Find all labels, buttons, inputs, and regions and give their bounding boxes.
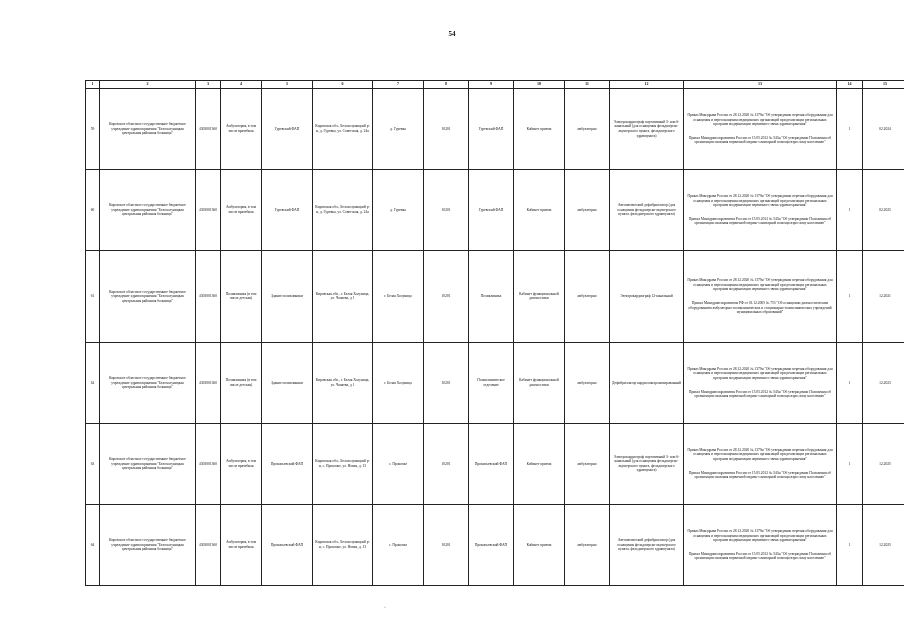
- care-condition: амбулаторно: [565, 170, 610, 251]
- settlement: д. Гуревка: [373, 89, 424, 170]
- row-number: 62: [86, 342, 100, 423]
- care-condition: амбулаторно: [565, 251, 610, 343]
- facility-type: Амбулатория, в том числе врачебная: [221, 170, 262, 251]
- equipment-name: Электрокардиограф портативный 3- или 6-канальный (для оснащения фельдшерско-акушерского пункта, фельдшерского здравпункта): [610, 423, 684, 504]
- quantity: 1: [837, 342, 863, 423]
- row-number: 61: [86, 251, 100, 343]
- column-header: 5: [262, 81, 313, 89]
- column-header: 14: [837, 81, 863, 89]
- column-header: 2: [100, 81, 196, 89]
- code: 10201: [424, 170, 469, 251]
- table-row: [86, 251, 904, 343]
- care-condition: амбулаторно: [565, 504, 610, 585]
- quantity: 1: [837, 423, 863, 504]
- row-number: 59: [86, 89, 100, 170]
- regulation-text: Приказ Минздравсоцразвития России от 15.05.2012 № 543н "Об утверждении Положения об организации оказания первичной медико-санитарной помощи взрослому населению": [688, 551, 832, 561]
- building-name: Здание поликлиники: [262, 251, 313, 343]
- column-header: 1: [86, 81, 100, 89]
- inn-code: 4303001360: [196, 342, 221, 423]
- quantity: 1: [837, 251, 863, 343]
- facility-type: Поликлиника (в том числе детская): [221, 342, 262, 423]
- column-header: 9: [469, 81, 514, 89]
- facility-type: Амбулатория, в том числе врачебная: [221, 89, 262, 170]
- settlement: с. Прокопье: [373, 423, 424, 504]
- regulation-text: Приказ Минздрава России от 28.12.2020 № 1379н "Об утверждении перечня оборудования для оснащения и переоснащения медицинских организаций при реализации региональных программ модернизации первичного звена здравоохранения": [687, 113, 833, 127]
- organization-name: Кировское областное государственное бюджетное учреждение здравоохранения "Белохолуницкая центральная районная больница": [100, 342, 196, 423]
- settlement: г. Белая Холуница: [373, 251, 424, 343]
- equipment-name: Электрокардиограф портативный 3- или 6-канальный (для оснащения фельдшерско-акушерского пункта, фельдшерского здравпункта): [610, 89, 684, 170]
- regulation-text: Приказ Минздравсоцразвития России от 15.05.2012 № 543н "Об утверждении Положения об организации оказания первичной медико-санитарной помощи взрослому населению": [688, 389, 832, 399]
- department: Поликлиническое отделение: [469, 342, 514, 423]
- department: Прокопьевский ФАП: [469, 423, 514, 504]
- organization-name: Кировское областное государственное бюджетное учреждение здравоохранения "Белохолуницкая центральная районная больница": [100, 423, 196, 504]
- regulation-text: Приказ Минздрава России от 28.12.2020 № 1379н "Об утверждении перечня оборудования для оснащения и переоснащения медицинских организаций при реализации региональных программ модернизации первичного звена здравоохранения": [687, 528, 833, 543]
- code: 10201: [424, 89, 469, 170]
- cabinet: Кабинет приема: [514, 504, 565, 585]
- column-header: 4: [221, 81, 262, 89]
- department: Гуревский ФАП: [469, 170, 514, 251]
- department: Прокопьевский ФАП: [469, 504, 514, 585]
- address: Кировская обл., г. Белая Холуница, ул. Чапаева, д 1: [313, 251, 373, 343]
- regulation-text: Приказ Минздравсоцразвития России от 15.05.2012 № 543н "Об утверждении Положения об организации оказания первичной медико-санитарной помощи взрослому населению": [688, 135, 832, 145]
- inn-code: 4303001360: [196, 89, 221, 170]
- column-header: 6: [313, 81, 373, 89]
- building-name: Гуревский ФАП: [262, 170, 313, 251]
- equipment-name: Электрокардиограф 12-канальный: [610, 251, 684, 343]
- date: 12.2025: [863, 504, 904, 585]
- care-condition: амбулаторно: [565, 423, 610, 504]
- building-name: Гуревский ФАП: [262, 89, 313, 170]
- address: Кировская обл., Белохолуницкий р-н, с. Прокопье, ул. Новая, д. 13: [313, 504, 373, 585]
- footer-mark: ·: [384, 605, 386, 611]
- settlement: д. Гуревка: [373, 170, 424, 251]
- settlement: г. Белая Холуница: [373, 342, 424, 423]
- cabinet: Кабинет функциональной диагностики: [514, 251, 565, 343]
- row-number: 63: [86, 423, 100, 504]
- header-row: [86, 81, 904, 89]
- building-name: Прокопьевский ФАП: [262, 504, 313, 585]
- page-number: 54: [448, 30, 456, 38]
- inn-code: 4303001360: [196, 251, 221, 343]
- row-number: 60: [86, 170, 100, 251]
- address: Кировская обл., Белохолуницкий р-н, д. Гуревка, ул. Советская, д. 24а: [313, 170, 373, 251]
- regulation-text: Приказ Минздрава России от 28.12.2020 № 1379н "Об утверждении перечня оборудования для оснащения и переоснащения медицинских организаций при реализации региональных программ модернизации первичного звена здравоохранения": [687, 366, 833, 381]
- column-header: 15: [863, 81, 904, 89]
- building-name: Здание поликлиники: [262, 342, 313, 423]
- organization-name: Кировское областное государственное бюджетное учреждение здравоохранения "Белохолуницкая центральная районная больница": [100, 170, 196, 251]
- care-condition: амбулаторно: [565, 89, 610, 170]
- inn-code: 4303001360: [196, 423, 221, 504]
- organization-name: Кировское областное государственное бюджетное учреждение здравоохранения "Белохолуницкая центральная районная больница": [100, 251, 196, 343]
- column-header: 7: [373, 81, 424, 89]
- table-row: [86, 170, 904, 251]
- department: Гуревский ФАП: [469, 89, 514, 170]
- regulation-text: Приказ Минздравсоцразвития России от 15.05.2012 № 543н "Об утверждении Положения об организации оказания первичной медико-санитарной помощи взрослому населению": [688, 470, 832, 480]
- regulation-text: Приказ Минздравсоцразвития России от 15.05.2012 № 543н "Об утверждении Положения об организации оказания первичной медико-санитарной помощи взрослому населению": [688, 216, 832, 226]
- quantity: 1: [837, 504, 863, 585]
- date: 12.2021: [863, 251, 904, 343]
- cabinet: Кабинет функциональной диагностики: [514, 342, 565, 423]
- table-row: [86, 89, 904, 170]
- code: 10201: [424, 251, 469, 343]
- date: 02.2025: [863, 170, 904, 251]
- table-row: [86, 342, 904, 423]
- regulation-cell: [684, 342, 837, 423]
- settlement: с. Прокопье: [373, 504, 424, 585]
- facility-type: Поликлиника (в том числе детская): [221, 251, 262, 343]
- code: 10201: [424, 504, 469, 585]
- column-header: 8: [424, 81, 469, 89]
- column-header: 12: [610, 81, 684, 89]
- inn-code: 4303001360: [196, 170, 221, 251]
- department: Поликлиника: [469, 251, 514, 343]
- facility-type: Амбулатория, в том числе врачебная: [221, 423, 262, 504]
- address: Кировская обл., Белохолуницкий р-н, д. Гуревка, ул. Советская, д. 24а: [313, 89, 373, 170]
- row-number: 64: [86, 504, 100, 585]
- column-header: 3: [196, 81, 221, 89]
- code: 10201: [424, 423, 469, 504]
- regulation-text: Приказ Минздрава России от 28.12.2020 № 1379н "Об утверждении перечня оборудования для оснащения и переоснащения медицинских организаций при реализации региональных программ модернизации первичного звена здравоохранения": [687, 447, 833, 462]
- column-header: 10: [514, 81, 565, 89]
- column-header: 11: [565, 81, 610, 89]
- quantity: 1: [837, 170, 863, 251]
- cabinet: Кабинет приема: [514, 423, 565, 504]
- equipment-name: Автоматический дефибриллятор (для оснащения фельдшерско-акушерского пункта, фельдшерского здравпункта): [610, 170, 684, 251]
- regulation-text: Приказ Минздрава России от 28.12.2020 № 1379н "Об утверждении перечня оборудования для оснащения и переоснащения медицинских организаций при реализации региональных программ модернизации первичного звена здравоохранения": [687, 194, 833, 208]
- date: 12.2023: [863, 342, 904, 423]
- regulation-cell: [684, 504, 837, 585]
- regulation-cell: [684, 423, 837, 504]
- organization-name: Кировское областное государственное бюджетное учреждение здравоохранения "Белохолуницкая центральная районная больница": [100, 504, 196, 585]
- organization-name: Кировское областное государственное бюджетное учреждение здравоохранения "Белохолуницкая центральная районная больница": [100, 89, 196, 170]
- table-row: [86, 504, 904, 585]
- address: Кировская обл., Белохолуницкий р-н, с. Прокопье, ул. Новая, д. 13: [313, 423, 373, 504]
- building-name: Прокопьевский ФАП: [262, 423, 313, 504]
- date: 02.2024: [863, 89, 904, 170]
- equipment-name: Дефибриллятор кардиосинхронизированный: [610, 342, 684, 423]
- equipment-table: [85, 80, 904, 586]
- quantity: 1: [837, 89, 863, 170]
- column-header: 13: [684, 81, 837, 89]
- equipment-name: Автоматический дефибриллятор (для оснащения фельдшерско-акушерского пункта, фельдшерского здравпункта): [610, 504, 684, 585]
- code: 10201: [424, 342, 469, 423]
- care-condition: амбулаторно: [565, 342, 610, 423]
- table-row: [86, 423, 904, 504]
- regulation-text: Приказ Минздрава России от 28.12.2020 № 1379н "Об утверждении перечня оборудования для оснащения и переоснащения медицинских организаций при реализации региональных программ модернизации первичного звена здравоохранения": [687, 278, 833, 292]
- regulation-text: Приказ Минздравсоцразвития РФ от 01.12.2005 № 753 "Об оснащении диагностическим оборудованием амбулаторно-поликлинических и стационарно-поликлинических учреждений муниципальных образований": [688, 300, 832, 315]
- cabinet: Кабинет приема: [514, 170, 565, 251]
- date: 12.2025: [863, 423, 904, 504]
- inn-code: 4303001360: [196, 504, 221, 585]
- regulation-cell: [684, 251, 837, 343]
- regulation-cell: [684, 170, 837, 251]
- cabinet: Кабинет приема: [514, 89, 565, 170]
- address: Кировская обл., г. Белая Холуница, ул. Чапаева, д 1: [313, 342, 373, 423]
- regulation-cell: [684, 89, 837, 170]
- facility-type: Амбулатория, в том числе врачебная: [221, 504, 262, 585]
